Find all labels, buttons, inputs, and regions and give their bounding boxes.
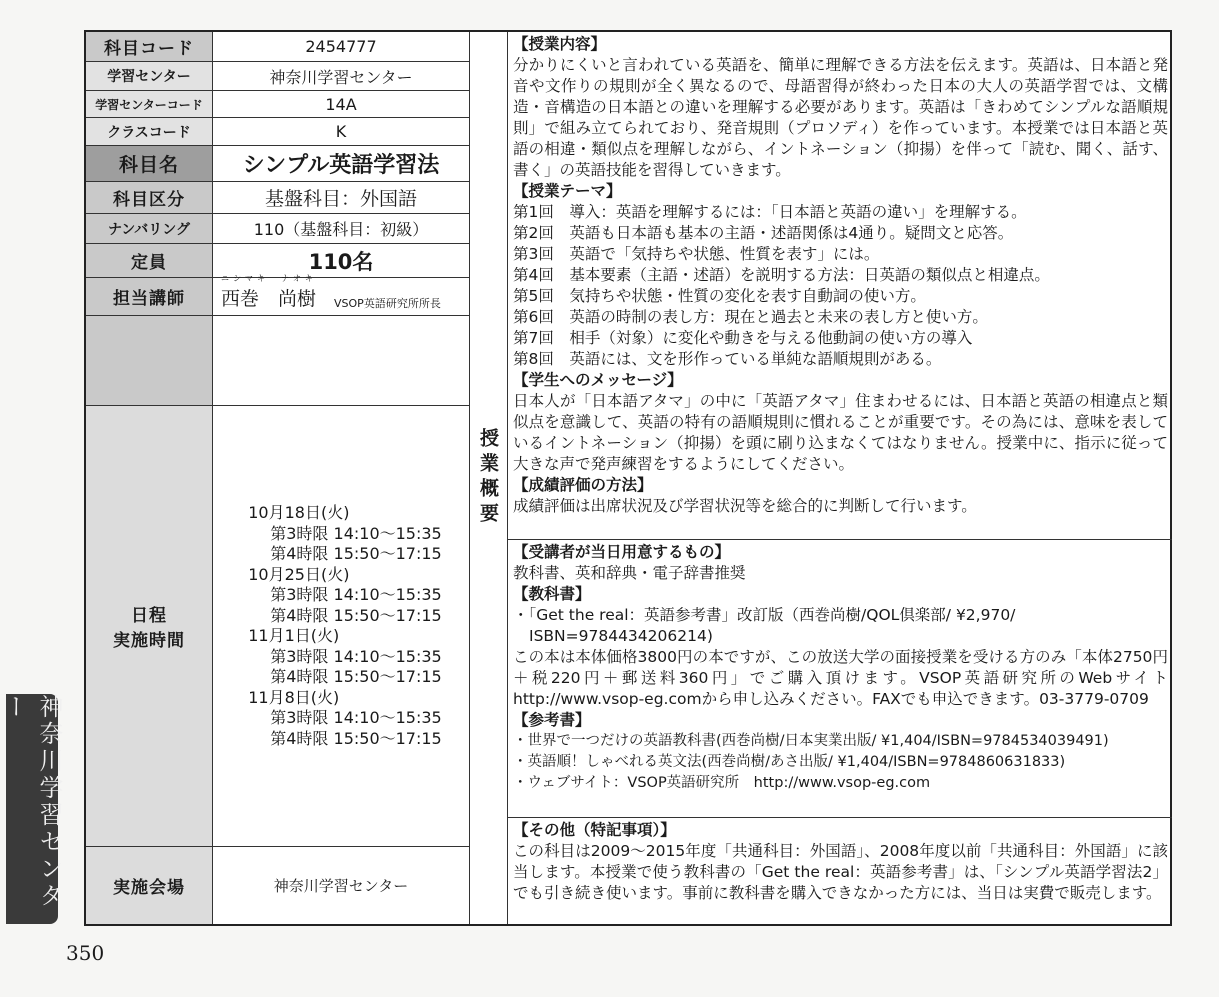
schedule-date: 10月18日(火) [248,503,350,522]
course-name-label: 科目名 [86,146,213,182]
instructor-title: VSOP英語研究所所長 [334,297,441,310]
schedule-period: 第3時限 14:10～15:35 [270,708,442,727]
numbering-label: ナンバリング [86,214,213,244]
capacity-value: 110名 [213,244,470,278]
theme-item: 第4回 基本要素（主語・述語）を説明する方法：日英語の類似点と相違点。 [513,266,1050,284]
instructor-name: ニシマキ ナオキ 西巻 尚樹 [221,274,317,310]
reference-item: ・ウェブサイト：VSOP英語研究所 http://www.vsop-eg.com [513,775,931,791]
textbook-item: ・「Get the real：英語参考書」改訂版（西巻尚樹/QOL倶楽部/ ¥2,970/ ISBN=9784434206214) [513,606,1016,645]
page-number: 350 [66,941,105,965]
schedule-date: 11月1日(火) [248,626,340,645]
instructor-ruby: ニシマキ ナオキ [221,274,317,283]
theme-item: 第2回 英語も日本語も基本の主語・述語関係は4通り。疑問文と応答。 [513,224,1014,242]
schedule-date: 10月25日(火) [248,564,350,584]
schedule-cell [213,406,470,847]
schedule-label [86,406,213,847]
schedule-period: 第3時限 14:10～15:35 [270,646,442,666]
blank-label-cell [86,316,213,406]
content-text: 分かりにくいと言われている英語を、簡単に理解できる方法を伝えます。英語は、日本語と発音や文作りの規則が全く異なるので、母語習得が終わった日本の大人の英語学習では、文構造・音構造の日本語との違いを理解する必要があります。英語は「きわめてシンプルな語順規則」で組み立てられており、発音規則（プロソディ）を作っています。本授業では日本語と英語の相違・類似点を理解しながら、イントネーション（抑揚）を伴って「読む、聞く、話す、書く」の英語技能を習得していきます。 [513,56,1168,179]
course-category-value: 基盤科目：外国語 [213,182,470,214]
schedule-period: 第4時限 15:50～17:15 [270,728,442,748]
reference-list [513,731,1168,794]
numbering-value: 110（基盤科目：初級） [213,214,470,244]
reference-item: ・世界で一つだけの英語教科書(西巻尚樹/日本実業出版/ ¥1,404/ISBN=9784534039491) [513,733,1109,749]
schedule-period: 第4時限 15:50～17:15 [270,544,442,563]
theme-item: 第7回 相手（対象）に変化や動きを与える他動詞の使い方の導入 [513,329,973,347]
course-code-value: 2454777 [213,32,470,62]
schedule-date: 11月8日(火) [248,687,340,707]
other-text: この科目は2009～2015年度「共通科目：外国語」、2008年度以前「共通科目：外国語」に該当します。本授業で使う教科書の「Get the real：英語参考書」は、「シンプル英語学習法2」でも引き続き使います。事前に教科書を購入できなかった方には、当日は実費で販売します。 [513,842,1168,902]
summary-heading: 授業概要 [477,428,499,528]
course-category-label: 科目区分 [86,182,213,214]
notes-section [508,818,1172,924]
blank-value-cell [213,316,470,406]
summary-heading-cell [470,32,508,924]
center-code-value: 14A [213,91,470,118]
learning-center-value: 神奈川学習センター [213,62,470,91]
textbook-note: この本は本体価格3800円の本ですが、この放送大学の面接授業を受ける方のみ「本体2750円＋税220円＋郵送料360円」でご購入頂けます。VSOP英語研究所のWebサイトhttp://www.vsop-eg.comから申し込みください。FAXでも申込できます。03-3779-0709 [513,648,1168,708]
theme-item: 第3回 英語で「気持ちや状態、性質を表す」には。 [513,245,880,263]
textbook-heading: 【教科書】 [513,585,591,603]
center-code-label: 学習センターコード [86,91,213,118]
course-code-label: 科目コード [86,32,213,62]
side-tab-label: 神奈川学習センター [0,694,63,910]
reference-item: ・英語順！しゃべれる英文法(西巻尚樹/あさ出版/ ¥1,404/ISBN=9784860631833) [513,754,1066,770]
schedule-period: 第4時限 15:50～17:15 [270,667,442,686]
message-heading: 【学生へのメッセージ】 [513,371,683,389]
schedule-period: 第3時限 14:10～15:35 [270,523,442,543]
syllabus-page [84,30,1172,926]
venue-label: 実施会場 [86,847,213,924]
instructor-label: 担当講師 [86,278,213,316]
evaluation-heading: 【成績評価の方法】 [513,476,653,494]
theme-item: 第5回 気持ちや状態・性質の変化を表す自動詞の使い方。 [513,287,926,305]
other-heading: 【その他（特記事項）】 [513,821,676,839]
message-text: 日本人が「日本語アタマ」の中に「英語アタマ」住まわせるには、日本語と英語の相違点と類似点を意識して、英語の特有の語順規則に慣れることが重要です。その為には、意味を表しているイントネーション（抑揚）を頭に刷り込まなくてはなりません。授業中に、指示に従って大きな声で発声練習をするようにしてください。 [513,392,1169,473]
capacity-label: 定員 [86,244,213,278]
theme-item: 第8回 英語には、文を形作っている単純な語順規則がある。 [513,350,942,368]
materials-section [508,540,1172,818]
theme-heading: 【授業テーマ】 [513,182,622,200]
content-heading: 【授業内容】 [513,35,607,53]
schedule-period: 第4時限 15:50～17:15 [270,605,442,625]
learning-center-label: 学習センター [86,62,213,91]
bring-heading: 【受講者が当日用意するもの】 [513,543,731,561]
venue-value: 神奈川学習センター [213,847,470,924]
side-tab [0,694,63,924]
schedule-lines [240,503,442,749]
schedule-label-1: 日程 [131,606,167,626]
bring-text: 教科書、英和辞典・電子辞書推奨 [513,564,746,582]
schedule-period: 第3時限 14:10～15:35 [270,585,442,604]
course-details-section [508,32,1172,540]
theme-item: 第1回 導入：英語を理解するには：「日本語と英語の違い」を理解する。 [513,203,1027,221]
reference-heading: 【参考書】 [513,711,591,729]
class-code-value: K [213,118,470,146]
theme-list [513,202,1168,370]
instructor-cell [213,274,470,316]
class-code-label: クラスコード [86,118,213,146]
evaluation-text: 成績評価は出席状況及び学習状況等を総合的に判断して行います。 [513,497,977,515]
course-name-value: シンプル英語学習法 [213,146,470,182]
schedule-label-2: 実施時間 [113,631,185,651]
theme-item: 第6回 英語の時制の表し方：現在と過去と未来の表し方と使い方。 [513,308,988,326]
